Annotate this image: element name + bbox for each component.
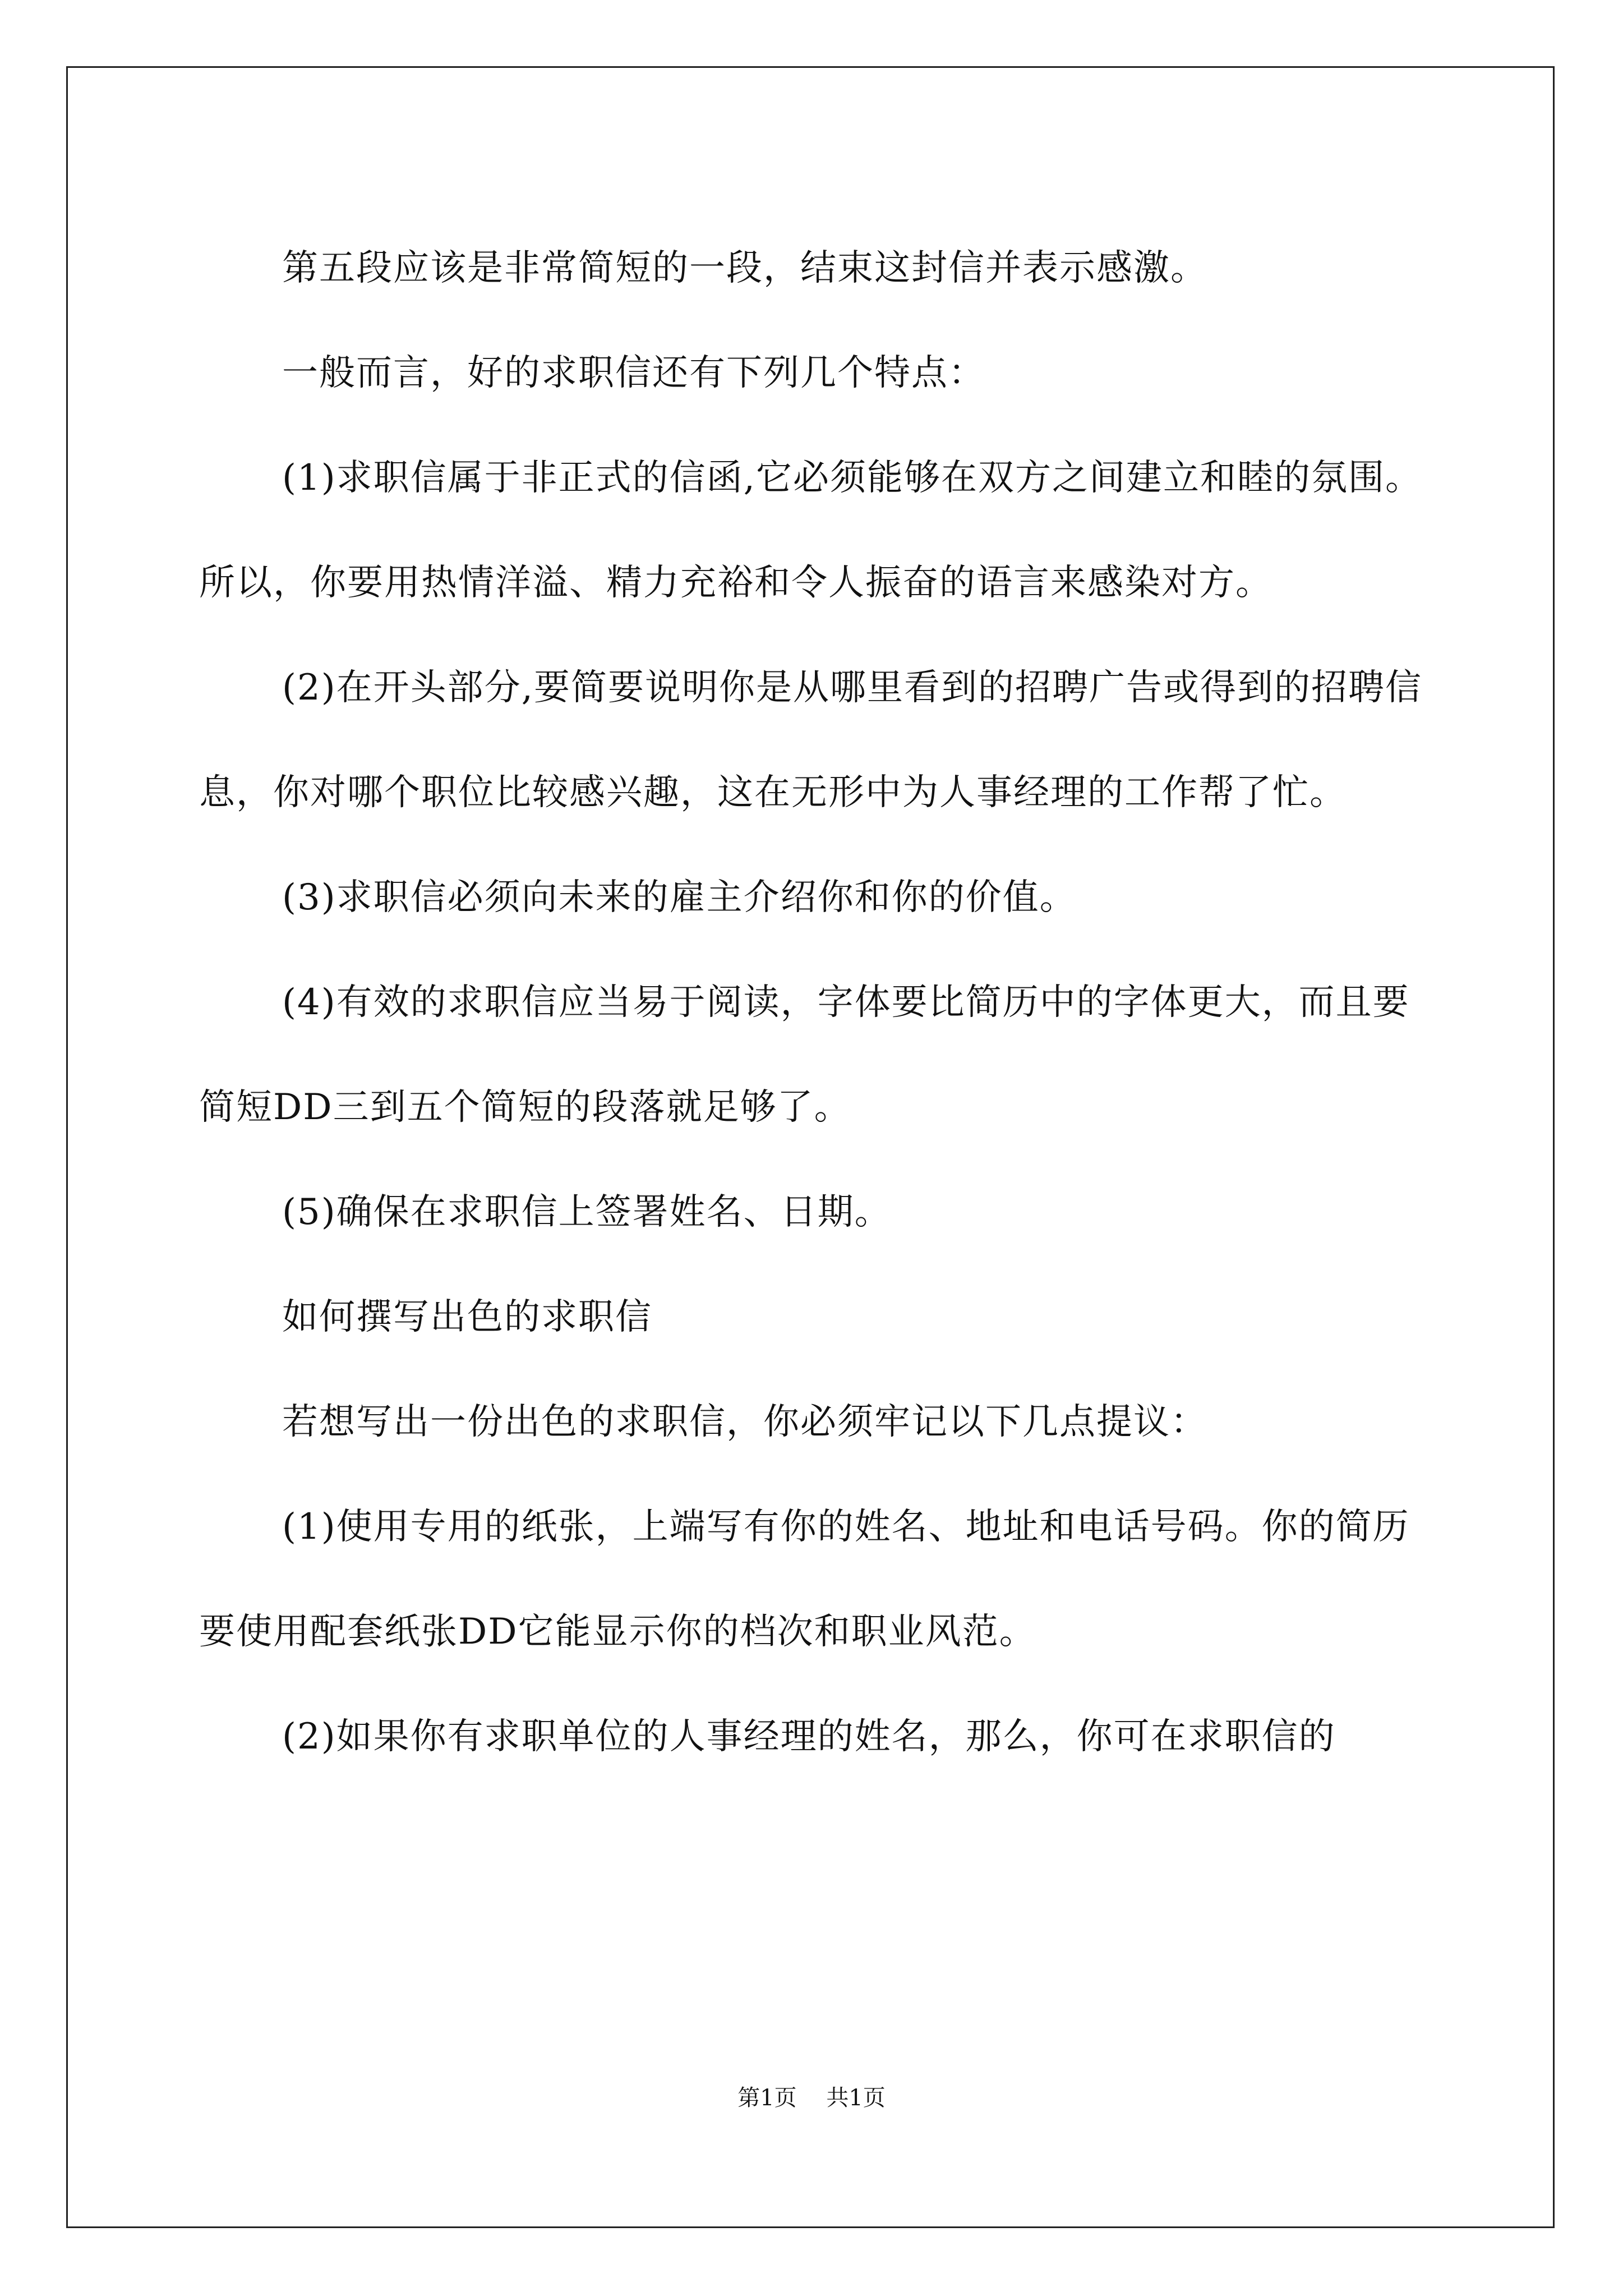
- paragraph: 一般而言，好的求职信还有下列几个特点：: [282, 352, 985, 394]
- paragraph: (3)求职信必须向未来的雇主介绍你和你的价值。: [282, 877, 1077, 918]
- document-body: [199, 216, 1430, 1789]
- paragraph: 若想写出一份出色的求职信，你必须牢记以下几点提议：: [282, 1401, 1207, 1443]
- paragraph: (4)有效的求职信应当易于阅读，字体要比简历中的字体更大，而且要简短DD三到五个简短的段落就足够了。: [199, 982, 1410, 1128]
- paragraph: (1)使用专用的纸张，上端写有你的姓名、地址和电话号码。你的简历要使用配套纸张DD它能显示你的档次和职业风范。: [199, 1506, 1410, 1653]
- paragraph: (2)在开头部分,要简要说明你是从哪里看到的招聘广告或得到的招聘信息，你对哪个职位比较感兴趣，这在无形中为人事经理的工作帮了忙。: [199, 667, 1422, 813]
- page-footer: [0, 2084, 1623, 2112]
- section-heading: 如何撰写出色的求职信: [282, 1296, 652, 1338]
- page-number: 第1页: [737, 2085, 797, 2111]
- paragraph: (2)如果你有求职单位的人事经理的姓名，那么，你可在求职信的: [282, 1716, 1336, 1757]
- paragraph: (5)确保在求职信上签署姓名、日期。: [282, 1191, 892, 1233]
- paragraph: 第五段应该是非常简短的一段，结束这封信并表示感激。: [282, 247, 1207, 289]
- page-total: 共1页: [826, 2085, 886, 2111]
- paragraph: (1)求职信属于非正式的信函,它必须能够在双方之间建立和睦的氛围。所以，你要用热情洋溢、精力充裕和令人振奋的语言来感染对方。: [199, 457, 1422, 604]
